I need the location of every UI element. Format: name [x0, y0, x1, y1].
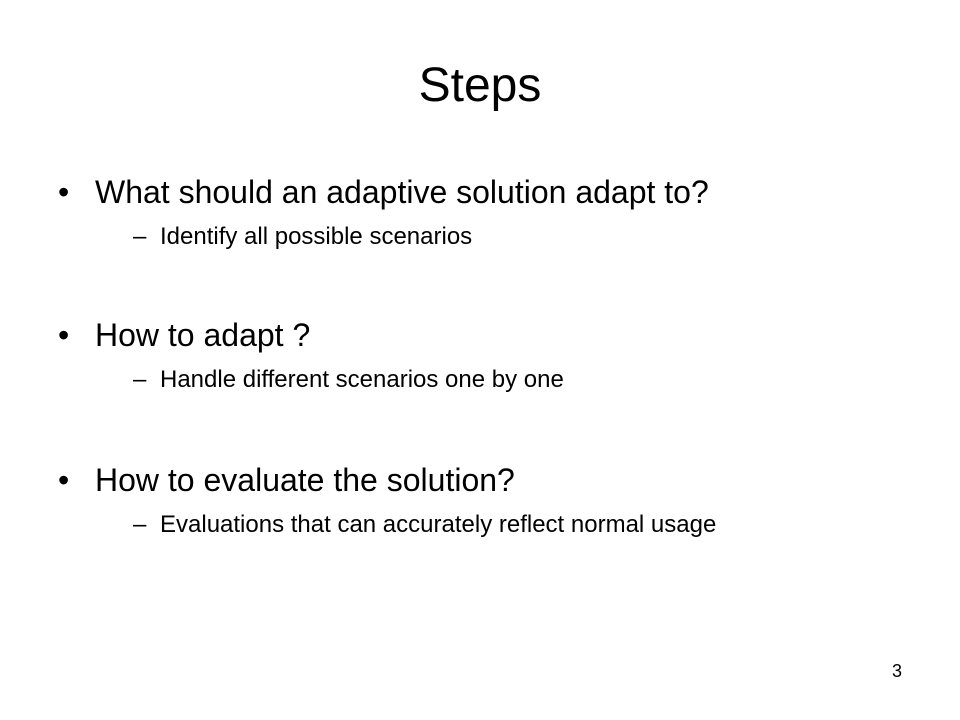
- bullet-text: How to evaluate the solution?: [95, 462, 515, 498]
- bullet-text: How to adapt ?: [95, 317, 311, 353]
- sub-bullet-text: Evaluations that can accurately reflect normal usage: [160, 511, 717, 538]
- bullet-item: [58, 460, 918, 500]
- bullet-item: [58, 172, 918, 212]
- bullet-group: [58, 172, 918, 253]
- bullet-dot-icon: •: [58, 462, 70, 498]
- bullet-list: [58, 172, 918, 603]
- sub-bullet-item: [58, 363, 918, 396]
- dash-icon: –: [133, 223, 147, 250]
- page-number: 3: [891, 661, 902, 681]
- bullet-item: [58, 315, 918, 355]
- sub-bullet-text: Identify all possible scenarios: [160, 223, 473, 250]
- bullet-group: [58, 315, 918, 396]
- slide-title: Steps: [418, 59, 542, 112]
- sub-bullet-item: [58, 508, 918, 541]
- bullet-text: What should an adaptive solution adapt to?: [95, 174, 709, 210]
- dash-icon: –: [133, 366, 147, 393]
- sub-bullet-text: Handle different scenarios one by one: [160, 366, 564, 393]
- bullet-dot-icon: •: [58, 174, 70, 210]
- bullet-group: [58, 460, 918, 541]
- bullet-dot-icon: •: [58, 317, 70, 353]
- sub-bullet-item: [58, 220, 918, 253]
- dash-icon: –: [133, 511, 147, 538]
